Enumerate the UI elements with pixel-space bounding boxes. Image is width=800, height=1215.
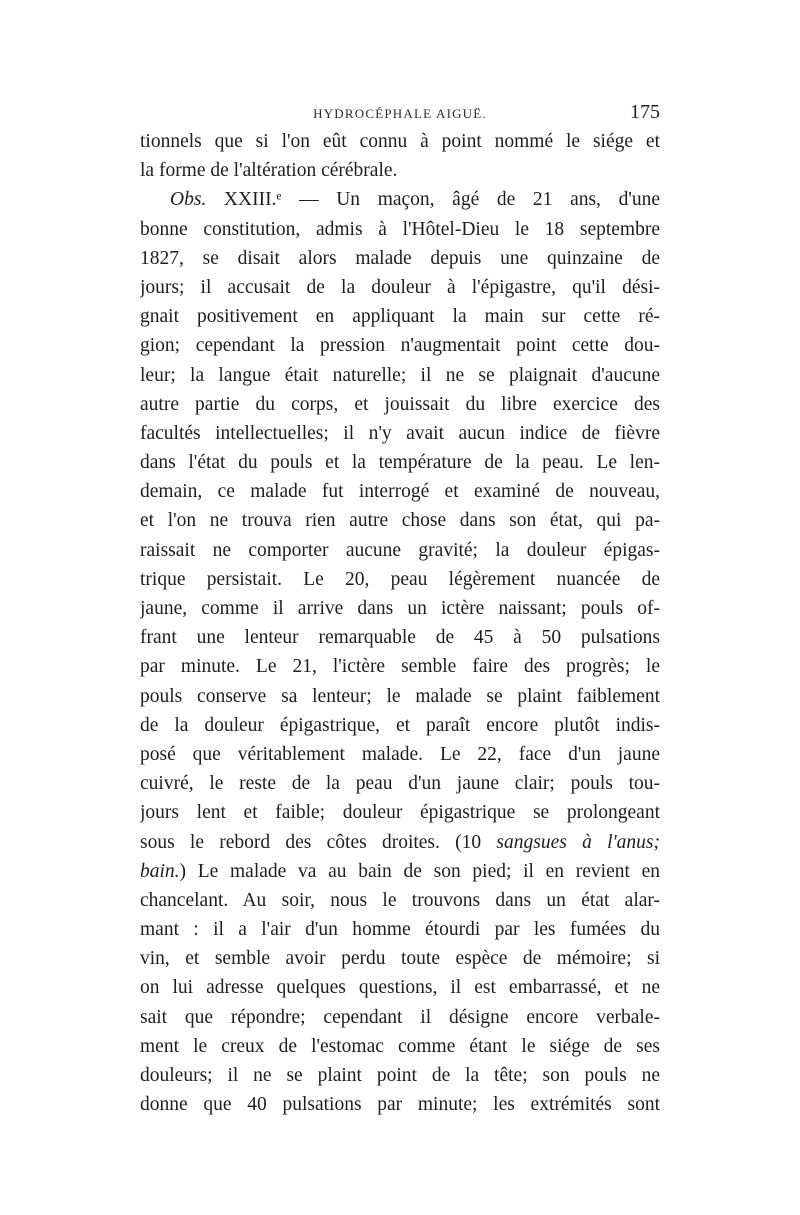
text-line: demain, ce malade fut interrogé et examiné de nouveau, (140, 481, 660, 503)
text-line: chancelant. Au soir, nous le trouvons dans un état alar- (140, 889, 660, 911)
italic-span: bain. (140, 860, 180, 882)
text-line: 1827, se disait alors malade depuis une quinzaine de (140, 247, 660, 269)
text-line: donne que 40 pulsations par minute; les extrémités sont (140, 1094, 660, 1116)
text-line-with-italic (140, 857, 660, 886)
text-line: gnait positivement en appliquant la main sur cette ré- (140, 306, 660, 328)
text-line: raissait ne comporter aucune gravité; la douleur épigas- (140, 539, 660, 561)
text-line: tionnels que si l'on eût connu à point nommé le siége et (140, 131, 660, 152)
text-line: autre partie du corps, et jouissait du libre exercice des (140, 393, 660, 415)
text-line: jours; il accusait de la douleur à l'épigastre, qu'il dési- (140, 276, 660, 298)
text-line: on lui adresse quelques questions, il est embarrassé, et ne (140, 977, 660, 999)
running-title: HYDROCÉPHALE AIGUË. (313, 106, 487, 121)
text-span: XXIII.ᵉ — Un maçon, âgé de 21 ans, d'une (206, 189, 660, 211)
text-span: ) Le malade va au bain de son pied; il en revient en (179, 860, 660, 882)
text-line: de la douleur épigastrique, et paraît encore plutôt indis- (140, 714, 660, 736)
text-span: sous le rebord des côtes droites. (10 (140, 831, 497, 853)
italic-span: sangsues à l'anus; (496, 831, 660, 853)
text-line: sait que répondre; cependant il désigne encore verbale- (140, 1006, 660, 1028)
text-line: cuivré, le reste de la peau d'un jaune clair; pouls tou- (140, 773, 660, 795)
text-line: jours lent et faible; douleur épigastrique se prolongeant (140, 802, 660, 824)
text-line: mant : il a l'air d'un homme étourdi par les fumées du (140, 919, 660, 941)
text-line: leur; la langue était naturelle; il ne se plaignait d'aucune (140, 364, 660, 386)
text-line: trique persistait. Le 20, peau légèrement nuancée de (140, 568, 660, 590)
body-text (140, 127, 660, 1119)
text-line: par minute. Le 21, l'ictère semble faire des progrès; le (140, 656, 660, 678)
text-line: douleurs; il ne se plaint point de la tête; son pouls ne (140, 1065, 660, 1086)
page-number: 175 (630, 101, 660, 123)
text-line: gion; cependant la pression n'augmentait point cette dou- (140, 335, 660, 357)
text-line: frant une lenteur remarquable de 45 à 50 pulsations (140, 627, 660, 649)
text-line: et l'on ne trouva rien autre chose dans son état, qui pa- (140, 510, 660, 532)
text-line: posé que véritablement malade. Le 22, face d'un jaune (140, 743, 660, 765)
text-line: vin, et semble avoir perdu toute espèce de mémoire; si (140, 948, 660, 970)
obs-label: Obs. (170, 189, 207, 211)
text-line: pouls conserve sa lenteur; le malade se plaint faiblement (140, 685, 660, 707)
text-line: jaune, comme il arrive dans un ictère naissant; pouls of- (140, 598, 660, 619)
text-line: facultés intellectuelles; il n'y avait aucun indice de fièvre (140, 422, 660, 444)
text-line: bonne constitution, admis à l'Hôtel-Dieu le 18 septembre (140, 218, 660, 240)
running-head (140, 101, 660, 128)
text-line: la forme de l'altération cérébrale. (140, 160, 398, 182)
text-line: dans l'état du pouls et la température de la peau. Le len- (140, 452, 660, 474)
text-line-with-italic (140, 828, 660, 857)
text-line: ment le creux de l'estomac comme étant le siége de ses (140, 1035, 660, 1057)
observation-heading-line (140, 185, 660, 214)
